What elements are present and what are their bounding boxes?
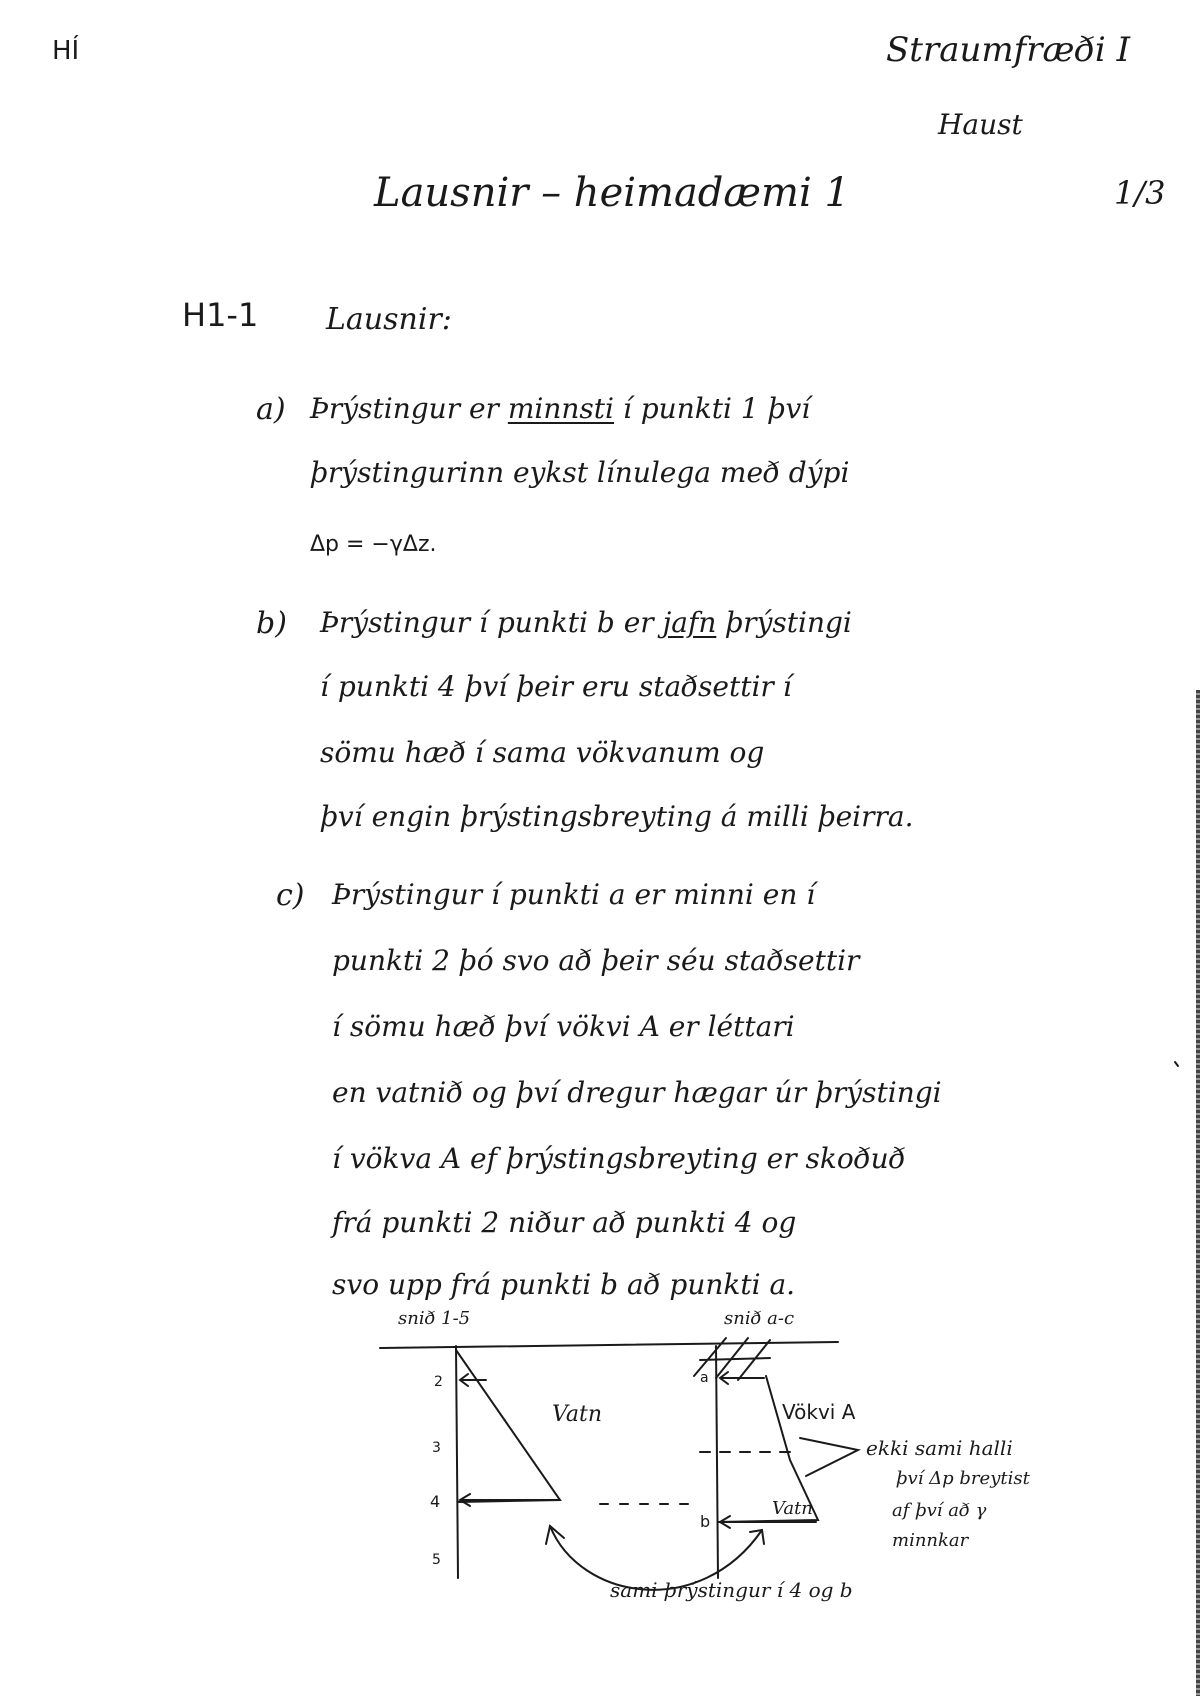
left-pressure-triangle xyxy=(456,1350,560,1502)
part-a-line-2: þrýstingurinn eykst línulega með dýpi xyxy=(310,456,850,489)
problem-heading: Lausnir: xyxy=(326,302,452,337)
part-c-line-4: en vatnið og því dregur hægar úr þrýstingi xyxy=(332,1076,942,1109)
right-axis xyxy=(716,1346,718,1578)
section-left-label: snið 1-5 xyxy=(398,1308,471,1329)
problem-id: H1-1 xyxy=(182,296,259,334)
left-point-2: 2 xyxy=(434,1374,443,1390)
left-point-4: 4 xyxy=(430,1492,441,1511)
part-c-line-2: punkti 2 þó svo að þeir séu staðsettir xyxy=(332,944,860,977)
part-b-line-1-post: þrýstingi xyxy=(716,606,852,639)
slope-note-line-3: af því að γ xyxy=(892,1500,987,1521)
part-b-line-2: í punkti 4 því þeir eru staðsettir í xyxy=(320,670,792,703)
right-fluid-upper-label: Vökvi A xyxy=(782,1400,856,1424)
part-b-marker: b) xyxy=(256,606,287,641)
right-fluid-lower-label: Vatn xyxy=(772,1498,813,1519)
part-c-line-3: í sömu hæð því vökvi A er léttari xyxy=(332,1010,795,1043)
course-name: Straumfræði I xyxy=(886,30,1130,70)
part-b-line-1-pre: Þrýstingur í punkti b er xyxy=(320,606,663,639)
part-a-line-1-post: í punkti 1 því xyxy=(614,392,811,425)
part-c-line-1: Þrýstingur í punkti a er minni en í xyxy=(332,878,816,911)
surface-line xyxy=(380,1342,838,1348)
slope-note-line-4: minnkar xyxy=(892,1530,969,1551)
part-a-marker: a) xyxy=(256,392,286,427)
part-c-line-7: svo upp frá punkti b að punkti a. xyxy=(332,1268,796,1301)
part-b-line-4: því engin þrýstingsbreyting á milli þeirra. xyxy=(320,800,914,833)
part-a-formula: Δp = −γΔz. xyxy=(310,532,437,557)
page-number: 1/3 xyxy=(1114,174,1166,212)
left-point-5: 5 xyxy=(432,1552,441,1568)
part-c-line-5: í vökva A ef þrýstingsbreyting er skoðuð xyxy=(332,1142,906,1175)
part-b-line-3: sömu hæð í sama vökvanum og xyxy=(320,736,765,769)
left-fluid-label: Vatn xyxy=(552,1402,602,1427)
term-label: Haust xyxy=(938,108,1023,141)
right-point-b: b xyxy=(700,1512,711,1531)
right-point-a: a xyxy=(700,1370,709,1386)
section-right-label: snið a-c xyxy=(724,1308,795,1329)
page-title: Lausnir – heimadæmi 1 xyxy=(374,170,850,216)
part-c-marker: c) xyxy=(276,878,305,913)
part-a-line-1-pre: Þrýstingur er xyxy=(310,392,508,425)
slope-note-line-2: því Δp breytist xyxy=(896,1468,1030,1489)
part-c-line-6: frá punkti 2 niður að punkti 4 og xyxy=(332,1206,797,1239)
left-axis xyxy=(456,1346,458,1578)
part-b-emphasis: jafn xyxy=(662,606,717,639)
part-a-emphasis: minnsti xyxy=(507,392,614,425)
corner-label: HÍ xyxy=(52,36,80,66)
scan-edge xyxy=(1196,690,1200,1696)
annotation-pointer xyxy=(800,1438,858,1476)
left-point-3: 3 xyxy=(432,1440,441,1456)
bottom-note: sami þrýstingur í 4 og b xyxy=(610,1578,853,1602)
slope-note-line-1: ekki sami halli xyxy=(866,1436,1013,1460)
right-margin-tick xyxy=(1175,1062,1178,1066)
left-arrow-4 xyxy=(460,1494,558,1506)
